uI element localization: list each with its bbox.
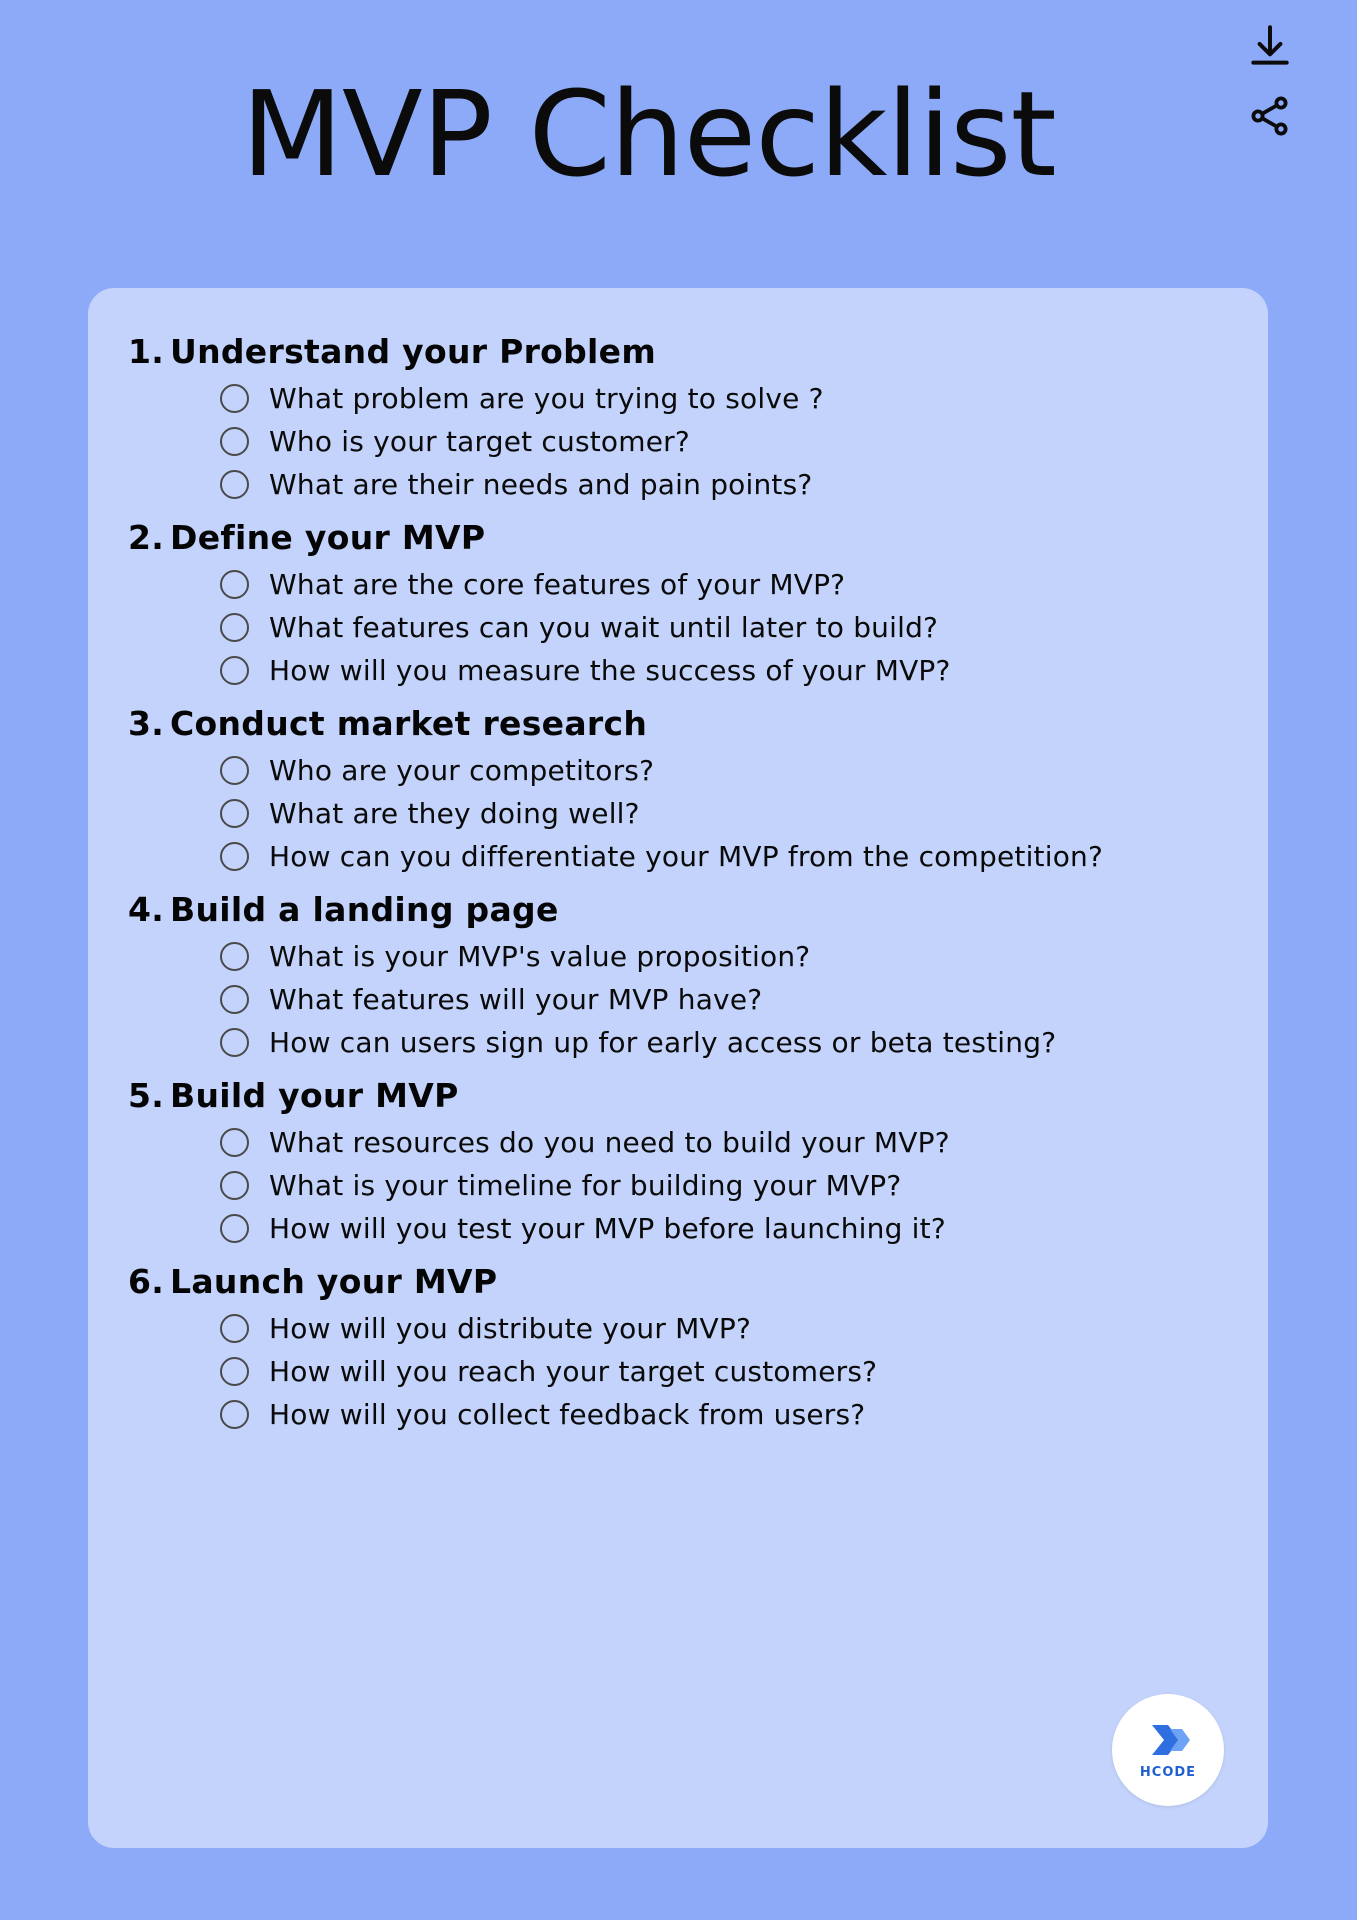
checklist-item-label: What is your timeline for building your MVP? — [269, 1169, 902, 1202]
section-number: 1. — [128, 332, 165, 371]
section-heading — [128, 704, 1228, 743]
checklist-item-label: What resources do you need to build your MVP? — [269, 1126, 950, 1159]
checkbox-icon[interactable] — [220, 942, 249, 971]
section-heading — [128, 890, 1228, 929]
checklist-section — [128, 1262, 1228, 1432]
checklist-item-label: How will you test your MVP before launching it? — [269, 1212, 946, 1245]
section-title: Conduct market research — [170, 704, 648, 743]
checklist-item-label: What features can you wait until later to build? — [269, 611, 939, 644]
checklist-item[interactable] — [128, 796, 1228, 831]
checklist-item-label: How will you collect feedback from users? — [269, 1398, 866, 1431]
checkbox-icon[interactable] — [220, 1171, 249, 1200]
checklist-item[interactable] — [128, 424, 1228, 459]
checklist-item[interactable] — [128, 1025, 1228, 1060]
download-icon[interactable] — [1242, 18, 1298, 74]
checklist-item-label: What are the core features of your MVP? — [269, 568, 846, 601]
checklist-item-label: How will you distribute your MVP? — [269, 1312, 752, 1345]
section-number: 2. — [128, 518, 165, 557]
checklist-items — [128, 567, 1228, 688]
checklist-item[interactable] — [128, 610, 1228, 645]
checkbox-icon[interactable] — [220, 985, 249, 1014]
checklist-item[interactable] — [128, 939, 1228, 974]
section-heading — [128, 332, 1228, 371]
checklist-item-label: What problem are you trying to solve ? — [269, 382, 824, 415]
checklist-item[interactable] — [128, 381, 1228, 416]
checklist-item[interactable] — [128, 1125, 1228, 1160]
checkbox-icon[interactable] — [220, 756, 249, 785]
section-title: Launch your MVP — [170, 1262, 498, 1301]
checklist-item-label: Who is your target customer? — [269, 425, 690, 458]
section-number: 3. — [128, 704, 165, 743]
section-title: Understand your Problem — [170, 332, 657, 371]
checkbox-icon[interactable] — [220, 799, 249, 828]
checklist-items — [128, 381, 1228, 502]
checklist-item[interactable] — [128, 753, 1228, 788]
section-title: Build your MVP — [170, 1076, 459, 1115]
section-title: Build a landing page — [170, 890, 559, 929]
checklist-item[interactable] — [128, 1397, 1228, 1432]
section-heading — [128, 1262, 1228, 1301]
checkbox-icon[interactable] — [220, 1357, 249, 1386]
checklist-section — [128, 518, 1228, 688]
checkbox-icon[interactable] — [220, 842, 249, 871]
brand-logo-text: HCODE — [1139, 1764, 1197, 1780]
checklist-items — [128, 1125, 1228, 1246]
section-number: 5. — [128, 1076, 165, 1115]
checklist-item-label: Who are your competitors? — [269, 754, 655, 787]
checklist-section — [128, 332, 1228, 502]
checkbox-icon[interactable] — [220, 1028, 249, 1057]
checklist-item-label: How can users sign up for early access or beta testing? — [269, 1026, 1057, 1059]
checklist-item[interactable] — [128, 982, 1228, 1017]
checklist-items — [128, 1311, 1228, 1432]
checklist-card — [88, 288, 1268, 1848]
checklist-item-label: What are their needs and pain points? — [269, 468, 813, 501]
brand-logo — [1112, 1694, 1224, 1806]
code-brackets-icon — [1140, 1721, 1196, 1763]
checkbox-icon[interactable] — [220, 427, 249, 456]
checkbox-icon[interactable] — [220, 613, 249, 642]
checklist-section — [128, 1076, 1228, 1246]
checklist-item[interactable] — [128, 1168, 1228, 1203]
section-heading — [128, 518, 1228, 557]
section-number: 6. — [128, 1262, 165, 1301]
section-title: Define your MVP — [170, 518, 486, 557]
section-heading — [128, 1076, 1228, 1115]
checklist-items — [128, 753, 1228, 874]
checkbox-icon[interactable] — [220, 1314, 249, 1343]
checklist-item-label: What features will your MVP have? — [269, 983, 763, 1016]
checklist-item[interactable] — [128, 1354, 1228, 1389]
checklist-item[interactable] — [128, 839, 1228, 874]
checkbox-icon[interactable] — [220, 1214, 249, 1243]
checkbox-icon[interactable] — [220, 1128, 249, 1157]
checklist-item[interactable] — [128, 1211, 1228, 1246]
checklist-item[interactable] — [128, 567, 1228, 602]
checkbox-icon[interactable] — [220, 1400, 249, 1429]
checklist-section — [128, 704, 1228, 874]
checklist-item[interactable] — [128, 1311, 1228, 1346]
page-title: MVP Checklist — [241, 65, 1056, 203]
checkbox-icon[interactable] — [220, 570, 249, 599]
checklist-sections — [128, 332, 1228, 1432]
section-number: 4. — [128, 890, 165, 929]
checkbox-icon[interactable] — [220, 470, 249, 499]
checklist-item[interactable] — [128, 467, 1228, 502]
checkbox-icon[interactable] — [220, 656, 249, 685]
checklist-item-label: What is your MVP's value proposition? — [269, 940, 811, 973]
checklist-items — [128, 939, 1228, 1060]
checklist-item-label: How can you differentiate your MVP from the competition? — [269, 840, 1104, 873]
checklist-item[interactable] — [128, 653, 1228, 688]
checklist-section — [128, 890, 1228, 1060]
checklist-item-label: How will you reach your target customers? — [269, 1355, 878, 1388]
checkbox-icon[interactable] — [220, 384, 249, 413]
checklist-item-label: What are they doing well? — [269, 797, 640, 830]
checklist-item-label: How will you measure the success of your MVP? — [269, 654, 951, 687]
